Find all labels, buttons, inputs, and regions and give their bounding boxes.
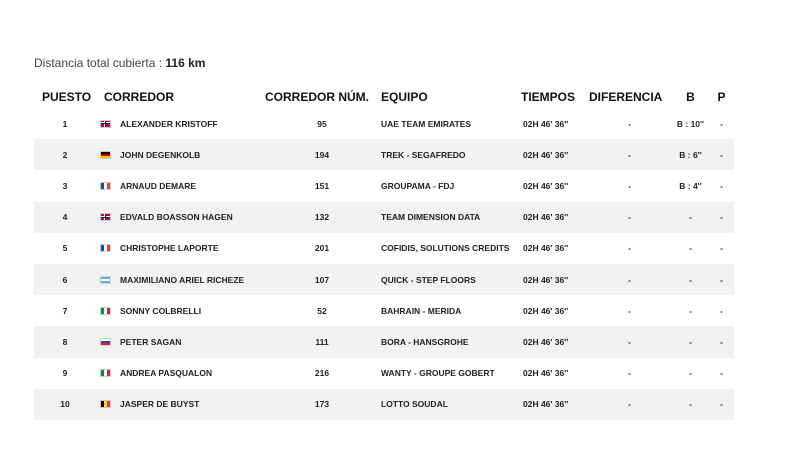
col-header-team: EQUIPO <box>381 90 428 104</box>
cell-penalty: - <box>709 139 734 170</box>
cell-position: 5 <box>62 243 68 254</box>
country-flag-icon <box>100 369 111 377</box>
table-row <box>34 358 734 389</box>
cell-gap: - <box>628 368 631 379</box>
cell-position: 2 <box>34 139 96 170</box>
cell-rider-number: 132 <box>263 202 381 233</box>
cell-rider <box>96 202 263 233</box>
cell-time: 02H 46' 36'' <box>523 368 569 379</box>
table-row <box>34 202 734 233</box>
rider-name: JASPER DE BUYST <box>120 399 200 410</box>
cell-penalty: - <box>720 243 723 254</box>
cell-position: 7 <box>62 305 68 316</box>
rider-name: JOHN DEGENKOLB <box>120 149 201 160</box>
cell-bonus: B : 6'' <box>672 139 709 170</box>
cell-rider-number: 95 <box>317 118 327 129</box>
country-flag-icon <box>100 276 111 284</box>
col-header-b: B <box>686 90 695 104</box>
cell-rider-number: 201 <box>314 243 330 254</box>
rider-name: ALEXANDER KRISTOFF <box>120 118 218 129</box>
cell-rider-number: 173 <box>263 389 381 420</box>
cell-bonus: - <box>689 243 692 254</box>
col-header-time: TIEMPOS <box>521 90 576 104</box>
cell-gap: - <box>587 326 672 357</box>
cell-time: 02H 46' 36'' <box>523 118 569 129</box>
cell-penalty: - <box>720 305 723 316</box>
cell-team: TEAM DIMENSION DATA <box>381 202 521 233</box>
cell-rider-number: 194 <box>263 139 381 170</box>
cell-bonus: - <box>672 264 709 295</box>
rider-name: ANDREA PASQUALON <box>120 368 213 379</box>
cell-bonus: - <box>672 202 709 233</box>
col-header-p: P <box>717 90 726 104</box>
cell-penalty: - <box>720 368 723 379</box>
cell-team: GROUPAMA - FDJ <box>381 180 455 191</box>
cell-team: BAHRAIN - MERIDA <box>381 305 462 316</box>
cell-rider <box>96 326 263 357</box>
country-flag-icon <box>100 213 111 221</box>
cell-team: BORA - HANSGROHE <box>381 326 521 357</box>
cell-position: 10 <box>34 389 96 420</box>
cell-rider <box>96 389 263 420</box>
cell-bonus: - <box>672 389 709 420</box>
cell-team: QUICK - STEP FLOORS <box>381 264 521 295</box>
cell-rider-number: 107 <box>263 264 381 295</box>
cell-penalty: - <box>709 202 734 233</box>
col-header-gap: DIFERENCIA <box>589 90 663 104</box>
col-header-num: CORREDOR NÚM. <box>265 90 369 104</box>
cell-position: 1 <box>62 118 68 129</box>
country-flag-icon <box>100 307 111 315</box>
rider-name: CHRISTOPHE LAPORTE <box>120 243 219 254</box>
cell-gap: - <box>587 389 672 420</box>
cell-gap: - <box>628 180 631 191</box>
cell-position: 6 <box>34 264 96 295</box>
cell-penalty: - <box>709 326 734 357</box>
cell-time: 02H 46' 36'' <box>523 180 569 191</box>
cell-time: 02H 46' 36'' <box>521 139 587 170</box>
table-row <box>34 170 734 201</box>
cell-rider-number: 111 <box>263 326 381 357</box>
country-flag-icon <box>100 151 111 159</box>
cell-time: 02H 46' 36'' <box>523 243 569 254</box>
cell-gap: - <box>628 305 631 316</box>
country-flag-icon <box>100 120 111 128</box>
cell-rider <box>96 264 263 295</box>
cell-rider <box>96 139 263 170</box>
cell-penalty: - <box>709 264 734 295</box>
table-row <box>34 264 734 295</box>
cell-penalty: - <box>720 180 723 191</box>
cell-rider <box>96 170 263 201</box>
cell-position: 3 <box>62 180 68 191</box>
cell-penalty: - <box>709 389 734 420</box>
rider-name: EDVALD BOASSON HAGEN <box>120 212 233 223</box>
table-row <box>34 108 734 139</box>
cell-rider <box>96 108 263 139</box>
cell-time: 02H 46' 36'' <box>521 326 587 357</box>
cell-rider <box>96 358 263 389</box>
table-row <box>34 295 734 326</box>
country-flag-icon <box>100 400 111 408</box>
cell-rider-number: 52 <box>317 305 327 316</box>
rider-name: SONNY COLBRELLI <box>120 305 202 316</box>
country-flag-icon <box>100 182 111 190</box>
table-row <box>34 326 734 357</box>
cell-time: 02H 46' 36'' <box>521 264 587 295</box>
cell-position: 9 <box>62 368 68 379</box>
cell-time: 02H 46' 36'' <box>521 389 587 420</box>
results-table <box>34 86 734 420</box>
cell-gap: - <box>587 264 672 295</box>
cell-bonus: - <box>689 368 692 379</box>
cell-time: 02H 46' 36'' <box>523 305 569 316</box>
distance-value: 116 km <box>165 56 206 70</box>
col-header-rider: CORREDOR <box>104 90 175 104</box>
rider-name: MAXIMILIANO ARIEL RICHEZE <box>120 274 245 285</box>
col-header-pos: PUESTO <box>42 90 92 104</box>
distance-summary <box>34 56 205 70</box>
rider-name: ARNAUD DEMARE <box>120 180 197 191</box>
cell-gap: - <box>628 243 631 254</box>
cell-bonus: - <box>689 305 692 316</box>
country-flag-icon <box>100 338 111 346</box>
cell-team: TREK - SEGAFREDO <box>381 139 521 170</box>
table-row <box>34 233 734 264</box>
cell-bonus: B : 4'' <box>679 180 702 191</box>
cell-bonus: B : 10'' <box>676 118 705 129</box>
table-row <box>34 139 734 170</box>
cell-position: 8 <box>34 326 96 357</box>
cell-team: LOTTO SOUDAL <box>381 389 521 420</box>
header-row <box>34 86 734 108</box>
table-row <box>34 389 734 420</box>
cell-team: UAE TEAM EMIRATES <box>381 118 472 129</box>
cell-penalty: - <box>720 118 723 129</box>
cell-rider <box>96 295 263 326</box>
cell-gap: - <box>587 202 672 233</box>
results-body <box>34 108 734 420</box>
cell-rider-number: 151 <box>314 180 330 191</box>
cell-rider-number: 216 <box>314 368 330 379</box>
cell-team: WANTY - GROUPE GOBERT <box>381 368 495 379</box>
cell-position: 4 <box>34 202 96 233</box>
cell-rider <box>96 233 263 264</box>
cell-bonus: - <box>672 326 709 357</box>
cell-gap: - <box>628 118 631 129</box>
cell-team: COFIDIS, SOLUTIONS CREDITS <box>381 243 510 254</box>
cell-gap: - <box>587 139 672 170</box>
distance-label: Distancia total cubierta : <box>34 56 163 70</box>
cell-time: 02H 46' 36'' <box>521 202 587 233</box>
country-flag-icon <box>100 244 111 252</box>
rider-name: PETER SAGAN <box>120 336 182 347</box>
